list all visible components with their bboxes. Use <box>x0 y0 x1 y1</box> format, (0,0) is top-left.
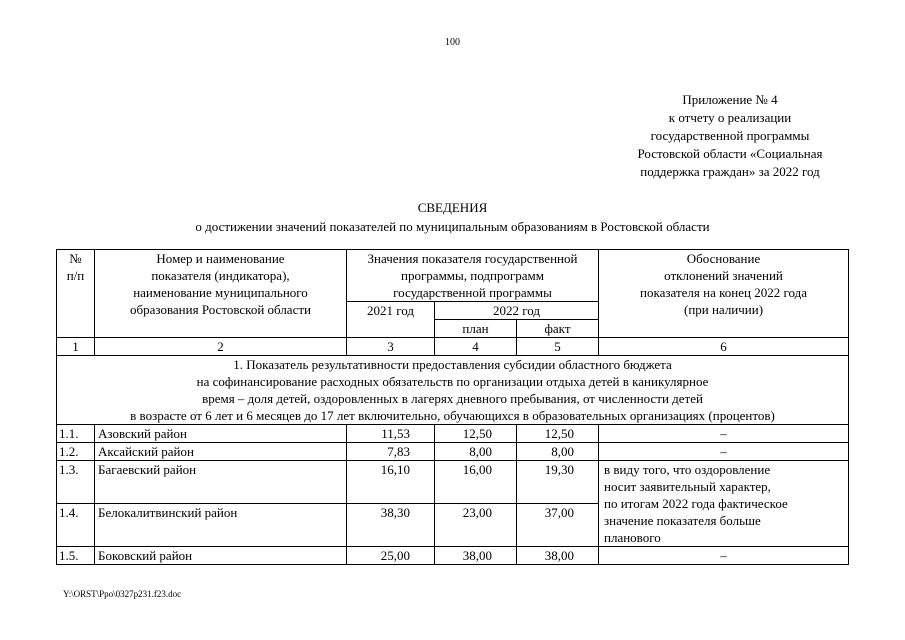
column-number: 1 <box>57 338 95 356</box>
header-name <box>95 250 347 338</box>
row-name: Багаевский район <box>95 461 347 504</box>
header-year-2022: 2022 год <box>435 302 599 320</box>
section-title-line: 1. Показатель результативности предоставления субсидии областного бюджета <box>233 357 672 372</box>
header-justification <box>599 250 849 338</box>
column-number: 3 <box>347 338 435 356</box>
header-justification-line: (при наличии) <box>683 302 764 317</box>
appendix-line: к отчету о реализации <box>668 110 792 125</box>
row-fact: 37,00 <box>517 504 599 547</box>
header-fact: факт <box>517 320 599 338</box>
row-value-2021: 7,83 <box>347 443 435 461</box>
header-plan: план <box>435 320 517 338</box>
row-plan: 12,50 <box>435 425 517 443</box>
header-name-line: показателя (индикатора), <box>151 268 290 283</box>
row-num: 1.5. <box>57 547 95 565</box>
row-value-2021: 11,53 <box>347 425 435 443</box>
document-heading <box>0 198 905 236</box>
row-plan: 8,00 <box>435 443 517 461</box>
header-justification-line: отклонений значений <box>664 268 783 283</box>
row-fact: 12,50 <box>517 425 599 443</box>
column-number: 4 <box>435 338 517 356</box>
header-values-line: государственной программы <box>393 285 552 300</box>
appendix-line: поддержка граждан» за 2022 год <box>640 164 820 179</box>
column-number: 5 <box>517 338 599 356</box>
appendix-line: Приложение № 4 <box>682 92 778 107</box>
header-values-line: программы, подпрограмм <box>401 268 544 283</box>
section-title-line: время – доля детей, оздоровленных в лагерях дневного пребывания, от численности детей <box>202 391 703 406</box>
row-value-2021: 25,00 <box>347 547 435 565</box>
row-name: Белокалитвинский район <box>95 504 347 547</box>
header-justification-line: Обоснование <box>686 251 761 266</box>
page-number: 100 <box>445 37 460 48</box>
document-subtitle: о достижении значений показателей по муниципальным образованиям в Ростовской области <box>195 219 710 234</box>
row-note-merged <box>599 461 849 547</box>
appendix-line: государственной программы <box>650 128 810 143</box>
header-num-line: п/п <box>66 268 85 283</box>
row-plan: 38,00 <box>435 547 517 565</box>
row-fact: 19,30 <box>517 461 599 504</box>
header-num <box>57 250 95 338</box>
table-row <box>57 461 849 504</box>
file-path-footer: Y:\ORST\Ppo\0327p231.f23.doc <box>63 589 182 599</box>
section-title-line: на софинансирование расходных обязательств по организации отдыха детей в каникулярное <box>196 374 709 389</box>
row-num: 1.1. <box>57 425 95 443</box>
row-name: Азовский район <box>95 425 347 443</box>
header-num-line: № <box>69 251 82 266</box>
note-line: по итогам 2022 года фактическое <box>604 496 788 511</box>
row-value-2021: 38,30 <box>347 504 435 547</box>
note-line: планового <box>604 530 661 545</box>
row-num: 1.4. <box>57 504 95 547</box>
row-fact: 38,00 <box>517 547 599 565</box>
header-justification-line: показателя на конец 2022 года <box>640 285 807 300</box>
row-num: 1.2. <box>57 443 95 461</box>
column-number: 6 <box>599 338 849 356</box>
note-line: в виду того, что оздоровление <box>604 462 771 477</box>
appendix-line: Ростовской области «Социальная <box>637 146 823 161</box>
section-title <box>57 356 849 425</box>
table-row <box>57 443 849 461</box>
table-row <box>57 425 849 443</box>
indicator-table <box>56 249 849 565</box>
note-line: носит заявительный характер, <box>604 479 771 494</box>
row-fact: 8,00 <box>517 443 599 461</box>
header-name-line: наименование муниципального <box>133 285 308 300</box>
row-value-2021: 16,10 <box>347 461 435 504</box>
row-plan: 23,00 <box>435 504 517 547</box>
row-note: – <box>599 547 849 565</box>
row-note: – <box>599 443 849 461</box>
header-values-line: Значения показателя государственной <box>367 251 578 266</box>
header-name-line: Номер и наименование <box>156 251 285 266</box>
appendix-caption <box>560 91 900 181</box>
note-line: значение показателя больше <box>604 513 761 528</box>
header-name-line: образования Ростовской области <box>130 302 311 317</box>
column-number: 2 <box>95 338 347 356</box>
row-name: Боковский район <box>95 547 347 565</box>
header-values <box>347 250 599 302</box>
header-year-2021: 2021 год <box>347 302 435 338</box>
row-name: Аксайский район <box>95 443 347 461</box>
document-title: СВЕДЕНИЯ <box>417 200 488 215</box>
row-num: 1.3. <box>57 461 95 504</box>
table-row <box>57 547 849 565</box>
section-title-line: в возрасте от 6 лет и 6 месяцев до 17 лет включительно, обучающихся в образовательных организациях (процентов) <box>130 408 775 423</box>
row-plan: 16,00 <box>435 461 517 504</box>
row-note: – <box>599 425 849 443</box>
